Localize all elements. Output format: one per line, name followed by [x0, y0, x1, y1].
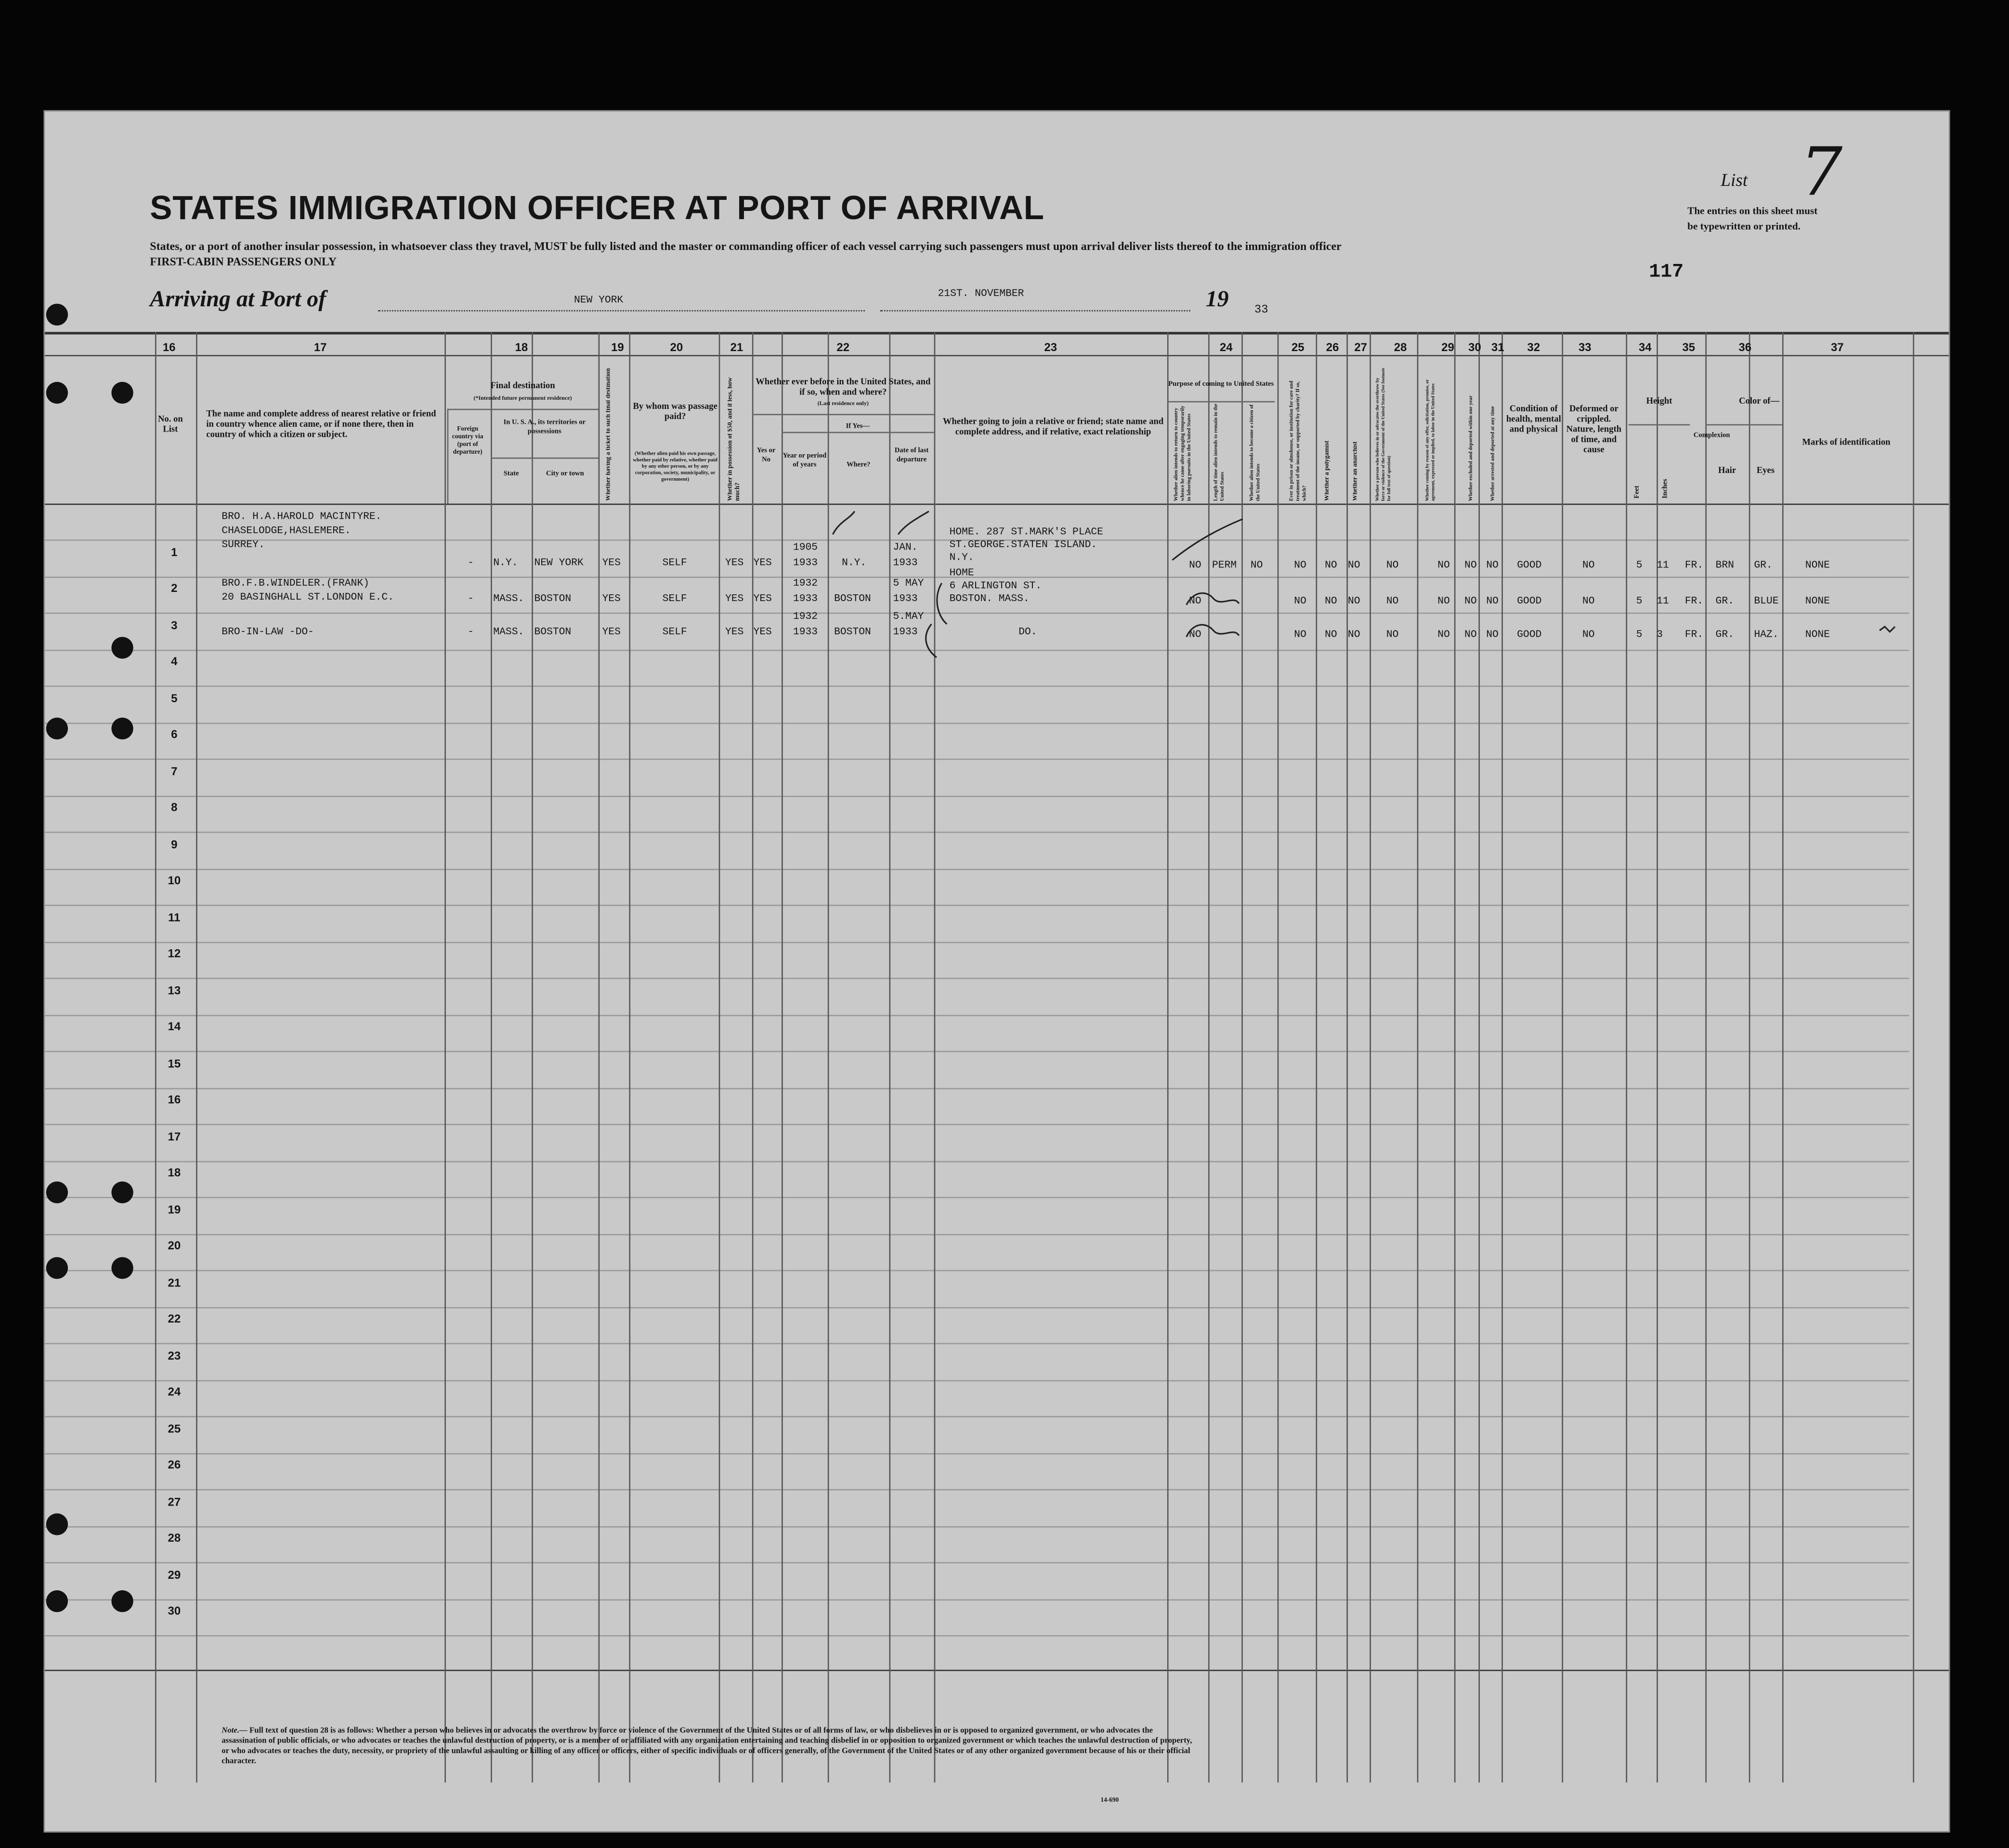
row-number-3: 3 [171, 619, 178, 632]
colnum-27: 27 [1354, 341, 1367, 354]
column-rule [889, 332, 891, 1782]
punch-hole-11 [46, 1513, 68, 1535]
hdr-color-of: Color of— [1739, 396, 1780, 406]
r1-feet: 5 [1636, 560, 1643, 572]
hdr-anarchist: Whether an anarchist [1353, 441, 1360, 501]
row-number-6: 6 [171, 728, 178, 741]
r1-ticket: YES [602, 557, 621, 569]
colnum-20: 20 [670, 341, 683, 354]
column-rule [196, 332, 197, 1782]
typewriter-note-2: be typewritten or printed. [1687, 220, 1801, 232]
hdr-deformed: Deformed or crippled. Nature, length of time, and cause [1566, 404, 1622, 455]
colnum-19: 19 [611, 341, 624, 354]
r3-feet: 5 [1636, 629, 1643, 641]
row-number-16: 16 [168, 1093, 181, 1106]
punch-hole-5 [46, 718, 68, 739]
colnum-18: 18 [515, 341, 528, 354]
hdr-in-usa: In U. S. A., its territories or possessions [503, 419, 586, 436]
column-rule [782, 332, 783, 1782]
r1-c25: NO [1294, 560, 1306, 572]
column-rule [1749, 332, 1750, 1782]
colnum-24: 24 [1219, 341, 1233, 354]
r3-c31: NO [1486, 629, 1499, 641]
port-dotted-line [378, 310, 865, 312]
column-rule [629, 332, 630, 1782]
arriving-label: Arriving at Port of [150, 286, 326, 312]
r2-c29: NO [1437, 596, 1450, 608]
year-prefix: 19 [1205, 286, 1229, 312]
r1-period-top: 1905 [793, 542, 818, 554]
instruction-line: States, or a port of another insular possession, in whatsoever class they travel, MUST be fully listed and the master or commanding officer of each vessel carrying such passengers must upon arrival deliver lists thereof to the immigration officer [150, 239, 1342, 253]
r2-purpose-a: NO [1189, 596, 1201, 608]
row-rule [45, 1270, 1909, 1271]
r1-dep-top: JAN. [893, 542, 918, 554]
hdr-join-relative: Whether going to join a relative or friend; state name and complete address, and if relative, exact relationship [942, 416, 1164, 437]
column-rule [1657, 332, 1658, 1782]
r2-c28: NO [1386, 596, 1399, 608]
row-rule [45, 649, 1909, 651]
hdr-feet: Feet [1633, 485, 1642, 499]
hdr-final-destination: Final destination [490, 380, 555, 391]
r1-eyes: GR. [1754, 560, 1773, 572]
column-rule [1562, 332, 1563, 1782]
row-number-4: 4 [171, 655, 178, 668]
handwritten-marks [45, 111, 1949, 1831]
column-rule [491, 332, 492, 1782]
row-rule [45, 1160, 1909, 1162]
hdr-where: Where? [846, 461, 871, 469]
header-bottom-rule [45, 504, 1949, 505]
row-rule [45, 576, 1909, 577]
row-number-23: 23 [168, 1349, 181, 1363]
r1-marks: NONE [1805, 560, 1830, 572]
pen-scribble-3 [1879, 627, 1895, 632]
column-rule [1370, 332, 1371, 1782]
hdr-foreign-country: Foreign country via (port of departure) [452, 427, 483, 457]
date-dotted-line [880, 310, 1190, 312]
r1-relative-line2: CHASELODGE,HASLEMERE. [222, 525, 351, 537]
r1-fifty: YES [725, 557, 744, 569]
row-rule [45, 1233, 1909, 1235]
column-rule [719, 332, 720, 1782]
punch-hole-3 [46, 382, 68, 404]
r3-c26: NO [1325, 629, 1337, 641]
r3-c27: NO [1348, 629, 1360, 641]
r2-inches: 11 [1657, 596, 1669, 608]
r3-period-top: 1932 [793, 611, 818, 623]
typewriter-note-1: The entries on this sheet must [1687, 205, 1818, 217]
hdr-24a: Whether alien intends to return to country whence he came after engaging temporarily in laboring pursuits in the United States [1172, 406, 1192, 501]
row-number-21: 21 [168, 1276, 181, 1289]
r2-departure: 1933 [893, 593, 918, 605]
r3-c30: NO [1464, 629, 1477, 641]
r3-hair: GR. [1715, 629, 1735, 641]
r2-period: 1933 [793, 593, 818, 605]
row-number-5: 5 [171, 692, 178, 705]
r1-city: NEW YORK [534, 557, 584, 569]
r2-complexion: FR. [1684, 596, 1704, 608]
r2-join-line1: HOME [949, 567, 974, 579]
row-rule [45, 1307, 1909, 1308]
punch-hole-4 [111, 637, 133, 658]
column-rule [934, 332, 936, 1782]
column-rule [599, 332, 600, 1782]
colnum-25: 25 [1291, 341, 1305, 354]
r2-c30: NO [1464, 596, 1477, 608]
row-rule [45, 1197, 1909, 1198]
hdr-purpose: Purpose of coming to United States [1168, 380, 1274, 389]
hdr-no-on-list: No. on List [157, 414, 183, 434]
r1-join-line3: N.Y. [949, 552, 974, 564]
r2-c31: NO [1486, 596, 1499, 608]
r3-where: BOSTON [834, 627, 871, 639]
column-rule [1241, 332, 1243, 1782]
list-number: 7 [1800, 134, 1843, 212]
colnum-28: 28 [1394, 341, 1407, 354]
row-number-27: 27 [168, 1495, 181, 1508]
column-rule [1501, 332, 1503, 1782]
hdr-31: Whether arrested and deported at any time [1488, 406, 1496, 501]
colnum-30: 30 [1468, 341, 1481, 354]
year-suffix: 33 [1254, 303, 1268, 317]
row-number-22: 22 [168, 1312, 181, 1325]
column-rule [1626, 332, 1627, 1782]
form-number: 14-690 [1100, 1797, 1119, 1805]
r2-where: BOSTON [834, 593, 871, 605]
r1-foreign: - [468, 557, 474, 569]
row-number-28: 28 [168, 1531, 181, 1545]
row-number-12: 12 [168, 947, 181, 960]
colnum-23: 23 [1044, 341, 1057, 354]
r1-relative-line3: SURREY. [222, 539, 265, 551]
footnote-text: Full text of question 28 is as follows: Whether a person who believes in or advocates the overthrow by force or violence of the Government of the United States or of all forms of law, or who disbelieves in or is opposed to organized government, or who advocates the assassination of public officials, or who advocates or teaches the unlawful destruction of property, or is a member of or affiliated with any organization entertaining and teaching disbelief in or opposition to organized government or which teaches the unlawful destruction of property, or who advocates or teaches the duty, necessity, or propriety of the unlawful assaulting or killing of any officer or officers, either of specific individuals or of officers generally, of the Government of the United States or of any other organized government because of his or their official character. [222, 1726, 1192, 1766]
row-number-11: 11 [168, 911, 181, 924]
r3-c28: NO [1386, 629, 1399, 641]
column-rule [1278, 332, 1279, 1782]
punch-hole-1 [46, 304, 68, 326]
row-rule [45, 1124, 1909, 1125]
column-rule [1208, 332, 1210, 1782]
r2-marks: NONE [1805, 596, 1830, 608]
row-number-20: 20 [168, 1239, 181, 1252]
r2-city: BOSTON [534, 593, 572, 605]
hdr-ever-before: Whether ever before in the United States, and if so, when and where? [756, 377, 931, 397]
hdr-if-yes: If Yes— [846, 423, 870, 431]
row-number-24: 24 [168, 1385, 181, 1398]
colnum-16: 16 [162, 341, 176, 354]
punch-hole-6 [111, 718, 133, 739]
row-number-14: 14 [168, 1020, 181, 1033]
r2-state: MASS. [493, 593, 524, 605]
row-rule [45, 904, 1909, 906]
r3-ticket: YES [602, 627, 621, 639]
pen-brace-1 [937, 583, 947, 624]
r2-relative-line1: BRO.F.B.WINDELER.(FRANK) [222, 577, 369, 590]
hdr-passage-paid: By whom was passage paid? [633, 401, 718, 422]
r1-c29: NO [1437, 560, 1450, 572]
port-value: NEW YORK [574, 294, 624, 306]
row-rule [45, 1014, 1909, 1016]
table-bottom-rule [45, 1670, 1949, 1671]
row-number-10: 10 [168, 874, 181, 887]
r3-deformed: NO [1582, 629, 1595, 641]
r1-hair: BRN [1715, 560, 1735, 572]
r1-paid-by: SELF [662, 557, 687, 569]
r1-departure: 1933 [893, 557, 918, 569]
pen-tick-2 [898, 511, 929, 535]
form-title: STATES IMMIGRATION OFFICER AT PORT OF ARRIVAL [150, 188, 1044, 227]
column-rule [1346, 332, 1348, 1782]
manifest-sheet [43, 110, 1950, 1833]
column-rule [1454, 332, 1456, 1782]
hdr-last-residence: (Last residence only) [817, 400, 869, 406]
r3-c29: NO [1437, 629, 1450, 641]
r2-foreign: - [468, 593, 474, 605]
row-rule [45, 1489, 1909, 1491]
r1-where: N.Y. [842, 557, 867, 569]
row-rule [45, 868, 1909, 870]
row-rule [45, 1453, 1909, 1454]
hdr-polygamist: Whether a polygamist [1325, 440, 1331, 501]
r1-period: 1933 [793, 557, 818, 569]
r2-c25: NO [1294, 596, 1306, 608]
row-number-17: 17 [168, 1130, 181, 1143]
r1-before: YES [753, 557, 772, 569]
hdr-city: City or town [546, 470, 584, 478]
colnum-32: 32 [1527, 341, 1540, 354]
pen-tick-1 [833, 511, 854, 535]
column-rule [444, 332, 446, 1782]
hdr-28: Whether a person who believes in or advocates the overthrow by force or violence of the Government of the United States (See footnote for full text of question) [1374, 367, 1392, 501]
punch-hole-2 [111, 382, 133, 404]
hdr-state: State [503, 470, 519, 478]
r1-join-line1: HOME. 287 ST.MARK'S PLACE [949, 526, 1103, 538]
column-rule [1478, 332, 1480, 1782]
r1-c28: NO [1386, 560, 1399, 572]
r1-state: N.Y. [493, 557, 518, 569]
row-rule [45, 1635, 1909, 1637]
hdr-inches: Inches [1661, 479, 1670, 499]
r2-c27: NO [1348, 596, 1360, 608]
r1-relative-line1: BRO. H.A.HAROLD MACINTYRE. [222, 511, 382, 523]
r2-relative-line2: 20 BASINGHALL ST.LONDON E.C. [222, 592, 394, 604]
r1-purpose-b: PERM [1212, 560, 1237, 572]
hdr-fifty-dollars: Whether in possession of $50, and if less, how much? [728, 377, 742, 501]
hdr-24c: Whether alien intends to become a citizen of the United States [1248, 404, 1261, 501]
r2-deformed: NO [1582, 596, 1595, 608]
date-value: 21ST. NOVEMBER [938, 288, 1024, 300]
punch-hole-13 [46, 1590, 68, 1612]
r3-city: BOSTON [534, 627, 572, 639]
hdr-30: Whether excluded and deported within one year [1467, 395, 1474, 501]
r1-c27: NO [1348, 560, 1360, 572]
r1-deformed: NO [1582, 560, 1595, 572]
hdr-condition: Condition of health, mental and physical [1506, 404, 1561, 434]
row-number-9: 9 [171, 838, 178, 851]
row-number-30: 30 [168, 1604, 181, 1617]
colnum-21: 21 [730, 341, 744, 354]
r2-hair: GR. [1715, 596, 1735, 608]
row-rule [45, 685, 1909, 687]
list-label: List [1721, 171, 1748, 191]
column-rule [532, 332, 533, 1782]
r2-health: GOOD [1517, 596, 1542, 608]
row-rule [45, 613, 1909, 614]
r2-dep-top: 5 MAY [893, 577, 924, 590]
punch-hole-8 [111, 1181, 133, 1203]
r3-complexion: FR. [1684, 629, 1704, 641]
r2-c26: NO [1325, 596, 1337, 608]
row-number-13: 13 [168, 984, 181, 997]
table-top-rule [45, 332, 1949, 334]
row-rule [45, 795, 1909, 797]
r3-marks: NONE [1805, 629, 1830, 641]
r1-inches: 11 [1657, 560, 1669, 572]
column-rule [1782, 332, 1784, 1782]
footnote [222, 1726, 1195, 1767]
hdr-yes-or-no: Yes or No [757, 447, 776, 464]
r2-period-top: 1932 [793, 577, 818, 590]
r3-relative-line1: BRO-IN-LAW -DO- [222, 627, 314, 639]
hdr-eyes: Eyes [1756, 465, 1775, 476]
row-rule [45, 941, 1909, 943]
row-rule [45, 759, 1909, 760]
colnum-22: 22 [836, 341, 850, 354]
r3-purpose-a: NO [1189, 629, 1201, 641]
r3-inches: 3 [1657, 629, 1663, 641]
column-rule [752, 332, 754, 1782]
r3-foreign: - [468, 627, 474, 639]
hdr-25: Ever in prison or almshouse, or institution for care and treatment of the insane, or supported by charity? If so, which? [1288, 380, 1307, 501]
row-number-1: 1 [171, 546, 178, 559]
row-number-29: 29 [168, 1568, 181, 1582]
row-number-2: 2 [171, 581, 178, 595]
colnum-29: 29 [1441, 341, 1454, 354]
row-number-15: 15 [168, 1057, 181, 1070]
row-rule [45, 1599, 1909, 1600]
row-rule [45, 722, 1909, 723]
hdr-complexion: Complexion [1693, 432, 1730, 440]
r1-complexion: FR. [1684, 560, 1704, 572]
row-rule [45, 1416, 1909, 1417]
colnum-26: 26 [1326, 341, 1339, 354]
hdr-ticket: Whether having a ticket to such final destination [606, 368, 613, 501]
punch-hole-10 [111, 1257, 133, 1279]
r3-before: YES [753, 627, 772, 639]
r2-paid-by: SELF [662, 593, 687, 605]
row-rule [45, 1088, 1909, 1089]
colnum-rule [45, 355, 1949, 356]
r2-feet: 5 [1636, 596, 1643, 608]
row-number-25: 25 [168, 1422, 181, 1435]
r2-ticket: YES [602, 593, 621, 605]
cabin-class: FIRST-CABIN PASSENGERS ONLY [150, 255, 337, 268]
hdr-future-residence: (*Intended future permanent residence) [473, 394, 572, 401]
row-number-26: 26 [168, 1458, 181, 1471]
punch-hole-9 [46, 1257, 68, 1279]
r2-join-line3: BOSTON. MASS. [949, 593, 1030, 605]
r3-eyes: HAZ. [1754, 629, 1779, 641]
colnum-37: 37 [1831, 341, 1844, 354]
row-rule [45, 1051, 1909, 1052]
hdr-relative: The name and complete address of nearest relative or friend in country whence alien came, or if none there, then in country of which a citizen or subject. [206, 408, 436, 440]
r3-fifty: YES [725, 627, 744, 639]
column-rule [828, 332, 829, 1782]
row-rule [45, 832, 1909, 833]
colnum-31: 31 [1491, 341, 1504, 354]
r3-period: 1933 [793, 627, 818, 639]
row-number-8: 8 [171, 800, 178, 814]
column-rule [155, 332, 157, 1782]
hdr-hair: Hair [1718, 465, 1736, 476]
hdr-date-departure: Date of last departure [894, 447, 929, 464]
colnum-36: 36 [1738, 341, 1752, 354]
row-rule [45, 1379, 1909, 1381]
r2-join-line2: 6 ARLINGTON ST. [949, 580, 1042, 592]
page-number: 117 [1649, 261, 1684, 284]
r1-health: GOOD [1517, 560, 1542, 572]
hdr-marks: Marks of identification [1802, 437, 1891, 447]
colnum-17: 17 [313, 341, 327, 354]
r3-c25: NO [1294, 629, 1306, 641]
footnote-lead: Note.— [222, 1726, 248, 1735]
hdr-24b: Length of time alien intends to remain in the United States [1212, 404, 1225, 501]
r3-state: MASS. [493, 627, 524, 639]
r1-join-line2: ST.GEORGE.STATEN ISLAND. [949, 539, 1097, 551]
colnum-35: 35 [1682, 341, 1696, 354]
hdr-29: Whether coming by reason of any offer, solicitation, promise, or agreement, expressed or implied, to labor in the United States [1424, 379, 1436, 501]
punch-hole-12 [111, 1590, 133, 1612]
column-rule [1417, 332, 1419, 1782]
row-rule [45, 1526, 1909, 1527]
r1-c30: NO [1464, 560, 1477, 572]
column-rule [1167, 332, 1169, 1782]
row-rule [45, 1562, 1909, 1563]
row-number-18: 18 [168, 1166, 181, 1179]
r2-fifty: YES [725, 593, 744, 605]
row-number-19: 19 [168, 1203, 181, 1217]
hdr-passage-note: (Whether alien paid his own passage, whether paid by relative, whether paid by any other person, or by any corporation, society, municipality, or government) [633, 449, 718, 482]
r3-paid-by: SELF [662, 627, 687, 639]
r2-before: YES [753, 593, 772, 605]
r1-c26: NO [1325, 560, 1337, 572]
r1-purpose-c: NO [1250, 560, 1263, 572]
hdr-height: Height [1646, 396, 1672, 406]
row-number-7: 7 [171, 765, 178, 778]
r3-health: GOOD [1517, 629, 1542, 641]
r1-c31: NO [1486, 560, 1499, 572]
row-rule [45, 978, 1909, 979]
column-rule [1913, 332, 1914, 1782]
r2-eyes: BLUE [1754, 596, 1779, 608]
r1-purpose-a: NO [1189, 560, 1201, 572]
r3-departure: 1933 [893, 627, 918, 639]
punch-hole-7 [46, 1181, 68, 1203]
r3-dep-top: 5.MAY [893, 611, 924, 623]
column-rule [1316, 332, 1318, 1782]
column-rule [1705, 332, 1707, 1782]
hdr-year-period: Year or period of years [783, 452, 827, 469]
r3-join-line1: DO. [1018, 627, 1037, 639]
colnum-34: 34 [1638, 341, 1652, 354]
row-rule [45, 1343, 1909, 1344]
colnum-33: 33 [1578, 341, 1592, 354]
